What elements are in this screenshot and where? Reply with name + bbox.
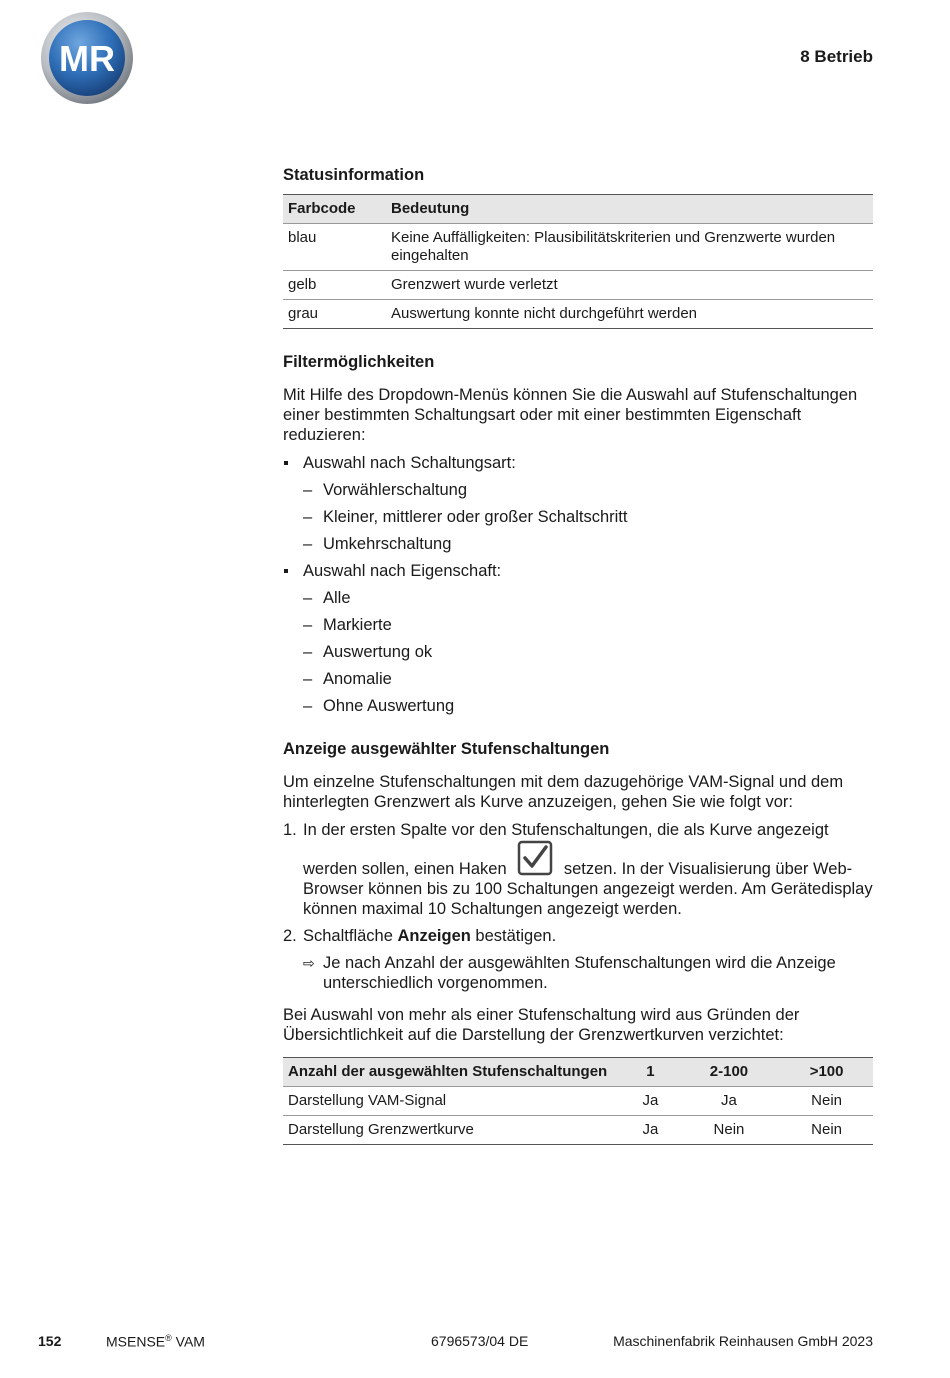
column-header: >100 [809,1063,844,1080]
table-row [283,300,873,329]
table-cell: blau [288,229,317,246]
step-text: bestätigen. [475,927,557,945]
column-header: Bedeutung [391,200,470,217]
chapter-title: 8 Betrieb [800,47,873,66]
svg-text:MR: MR [59,38,115,79]
table-cell: Darstellung Grenzwertkurve [288,1121,474,1138]
column-header: Anzahl der ausgewählten Stufenschaltungen [288,1063,608,1080]
table-cell: Nein [713,1121,745,1138]
button-name: Anzeigen [397,927,471,945]
table-cell: Keine Auffälligkeiten: Plausibilitätskriterien und Grenzwerte wurden eingehalten [391,229,836,264]
step-item [283,926,873,993]
display-heading: Anzeige ausgewählter Stufenschaltungen [283,740,610,758]
list-item: – Auswertung ok [303,642,873,662]
list-item [283,561,873,716]
table-cell: Nein [811,1121,843,1138]
filter-heading: Filtermöglichkeiten [283,353,435,371]
list-item: – Kleiner, mittlerer oder großer Schaltschritt [303,507,873,527]
status-heading: Statusinformation [283,166,425,184]
step-item [283,820,873,919]
list-item-label: Auswahl nach Schaltungsart: [303,454,516,472]
list-item: – Vorwählerschaltung [303,480,873,500]
sub-list [303,588,873,716]
checkbox-checked-icon [517,840,553,876]
page-content [283,164,873,1145]
table-cell: Ja [721,1092,737,1109]
table-cell: Auswertung konnte nicht durchgeführt werden [391,305,698,322]
table-cell: Darstellung VAM-Signal [288,1092,447,1109]
list-item: – Alle [303,588,873,608]
table-row [283,271,873,300]
step-number: 2. [283,927,297,945]
sub-list [303,480,873,554]
table-row [283,1087,873,1116]
list-item: – Ohne Auswertung [303,696,873,716]
document-number: 6796573/04 DE [431,1333,529,1349]
display-section [283,738,873,1145]
display-intro: Um einzelne Stufenschaltungen mit dem dazugehörige VAM-Signal und dem hinterlegten Grenzwert als Kurve anzuzeigen, gehen Sie wie folgt vor: [283,773,844,811]
list-item: – Anomalie [303,669,873,689]
page-number: 152 [38,1333,62,1349]
company-name: Maschinenfabrik Reinhausen GmbH 2023 [613,1333,873,1349]
table-cell: Nein [811,1092,843,1109]
list-item: – Markierte [303,615,873,635]
filter-section [283,351,873,716]
table-header-row [283,195,873,224]
list-item-label: Auswahl nach Eigenschaft: [303,562,502,580]
display-note: Bei Auswahl von mehr als einer Stufenschaltung wird aus Gründen der Übersichtlichkeit auf die Darstellung der Grenzwertkurven verzichtet: [283,1006,800,1044]
result-arrow-icon: ⇨ [303,955,315,971]
display-table [283,1057,873,1145]
step-list [283,820,873,993]
step-text: In der ersten Spalte vor den Stufenschaltungen, die als Kurve angezeigt werden sollen, einen Haken [303,821,829,878]
column-header: Farbcode [288,200,356,217]
result-item [303,953,873,993]
list-item [283,453,873,554]
table-cell: grau [288,305,319,322]
column-header: 1 [646,1063,655,1080]
table-row [283,224,873,271]
table-header-row [283,1058,873,1087]
step-number: 1. [283,821,297,839]
table-cell: Ja [642,1092,659,1109]
result-text: Je nach Anzahl der ausgewählten Stufenschaltungen wird die Anzeige unterschiedlich vorgenommen. [323,954,836,992]
table-cell: Grenzwert wurde verletzt [391,276,558,293]
step-text: setzen. In der Visualisierung über Web-Browser können bis zu 100 Schaltungen angezeigt werden. Am Gerätedisplay können maximal 10 Schaltungen angezeigt werden. [303,860,873,918]
table-row [283,1116,873,1145]
table-cell: gelb [288,276,317,293]
list-item: – Umkehrschaltung [303,534,873,554]
column-header: 2-100 [709,1063,749,1080]
step-text: Schaltfläche [303,927,393,945]
mr-logo [40,11,134,105]
product-name: MSENSE® VAM [106,1333,205,1350]
status-table [283,194,873,329]
filter-list [283,453,873,716]
table-cell: Ja [642,1121,659,1138]
filter-intro: Mit Hilfe des Dropdown-Menüs können Sie die Auswahl auf Stufenschaltungen einer bestimmten Schaltungsart oder mit einer bestimmten Eigenschaft reduzieren: [283,386,858,444]
